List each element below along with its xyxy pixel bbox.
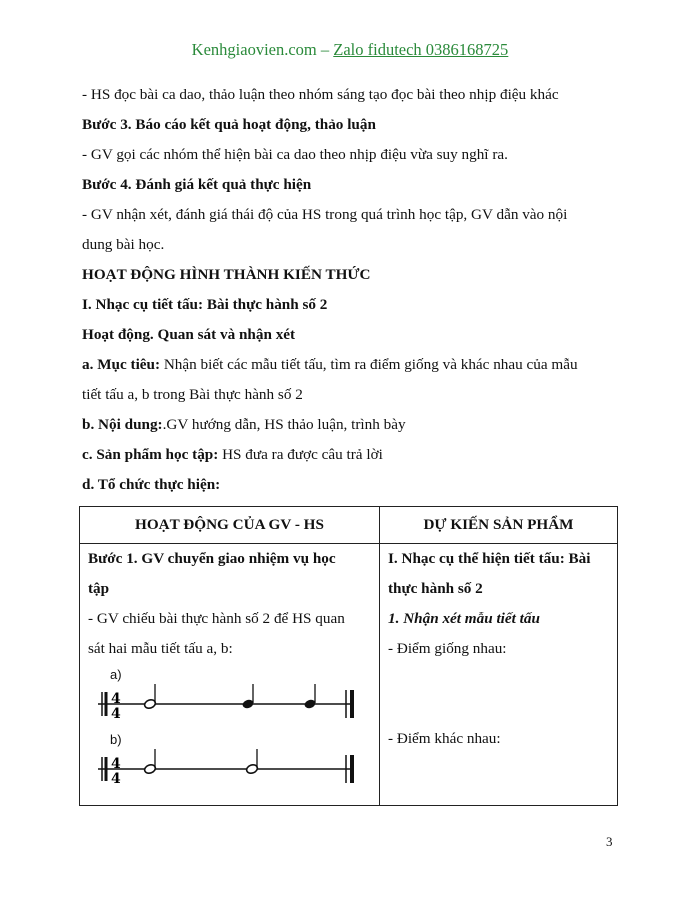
- table-row: [80, 544, 618, 806]
- rhythm-pattern-a: [88, 666, 371, 729]
- table-header-activity: HOẠT ĐỘNG CỦA GV - HS: [80, 507, 380, 544]
- section-heading: HOẠT ĐỘNG HÌNH THÀNH KIẾN THỨC: [82, 266, 371, 283]
- step-4-heading: Bước 4. Đánh giá kết quả thực hiện: [82, 176, 312, 193]
- goal-paragraph: [82, 350, 622, 380]
- text-line: dung bài học.: [82, 236, 165, 253]
- rhythm-pattern-b: [88, 731, 371, 794]
- goal-text: Nhận biết các mẫu tiết tấu, tìm ra điểm giống và khác nhau của mẫu: [160, 356, 578, 373]
- time-signature-top: 4: [111, 756, 121, 772]
- header-contact-link[interactable]: Zalo fidutech 0386168725: [333, 40, 509, 59]
- header-separator: –: [320, 40, 330, 59]
- rhythm-b-staff: [88, 749, 358, 789]
- activity-table: [79, 506, 618, 806]
- product-label: c. Sản phẩm học tập:: [82, 446, 219, 463]
- product-title-cont: thực hành số 2: [388, 580, 483, 597]
- goal-label: a. Mục tiêu:: [82, 356, 161, 373]
- time-signature-bottom: 4: [111, 771, 121, 787]
- rhythm-a-staff: [88, 684, 358, 724]
- similarities-space: [388, 664, 609, 724]
- differences-label: - Điểm khác nhau:: [388, 730, 501, 747]
- step-1-heading-cont: tập: [88, 580, 110, 597]
- product-text: HS đưa ra được câu trả lời: [218, 446, 383, 463]
- table-cell-product: [380, 544, 618, 806]
- product-title: I. Nhạc cụ thể hiện tiết tấu: Bài: [388, 550, 591, 567]
- task-description: - GV chiếu bài thực hành số 2 để HS quan: [88, 610, 345, 627]
- product-paragraph: [82, 440, 622, 470]
- similarities-label: - Điểm giống nhau:: [388, 640, 507, 657]
- document-body: [82, 80, 622, 500]
- page-header: [0, 40, 700, 60]
- content-paragraph: [82, 410, 622, 440]
- organization-label: d. Tổ chức thực hiện:: [82, 476, 221, 493]
- table-cell-activity: [80, 544, 380, 806]
- text-line: - HS đọc bài ca dao, thảo luận theo nhóm sáng tạo đọc bài theo nhịp điệu khác: [82, 86, 559, 103]
- content-label: b. Nội dung:: [82, 416, 163, 433]
- text-line: - GV nhận xét, đánh giá thái độ của HS trong quá trình học tập, GV dẫn vào nội: [82, 206, 568, 223]
- table-header-product: DỰ KIẾN SẢN PHẨM: [380, 507, 618, 544]
- task-description-cont: sát hai mẫu tiết tấu a, b:: [88, 640, 233, 657]
- product-subheading: 1. Nhận xét mẫu tiết tấu: [388, 610, 540, 627]
- content-text: .GV hướng dẫn, HS thảo luận, trình bày: [162, 416, 406, 433]
- rhythm-a-label: a): [110, 667, 122, 682]
- rhythm-b-label: b): [110, 732, 122, 747]
- text-line: - GV gọi các nhóm thể hiện bài ca dao theo nhịp điệu vừa suy nghĩ ra.: [82, 146, 508, 163]
- part-heading: I. Nhạc cụ tiết tấu: Bài thực hành số 2: [82, 296, 328, 313]
- step-1-heading: Bước 1. GV chuyển giao nhiệm vụ học: [88, 550, 336, 567]
- table-header-row: [80, 507, 618, 544]
- time-signature-top: 4: [111, 691, 121, 707]
- time-signature-bottom: 4: [111, 706, 121, 722]
- text-line: tiết tấu a, b trong Bài thực hành số 2: [82, 386, 303, 403]
- step-3-heading: Bước 3. Báo cáo kết quả hoạt động, thảo luận: [82, 116, 376, 133]
- page-number: 3: [606, 834, 613, 849]
- header-site: Kenhgiaovien.com: [191, 40, 317, 59]
- activity-heading: Hoạt động. Quan sát và nhận xét: [82, 326, 296, 343]
